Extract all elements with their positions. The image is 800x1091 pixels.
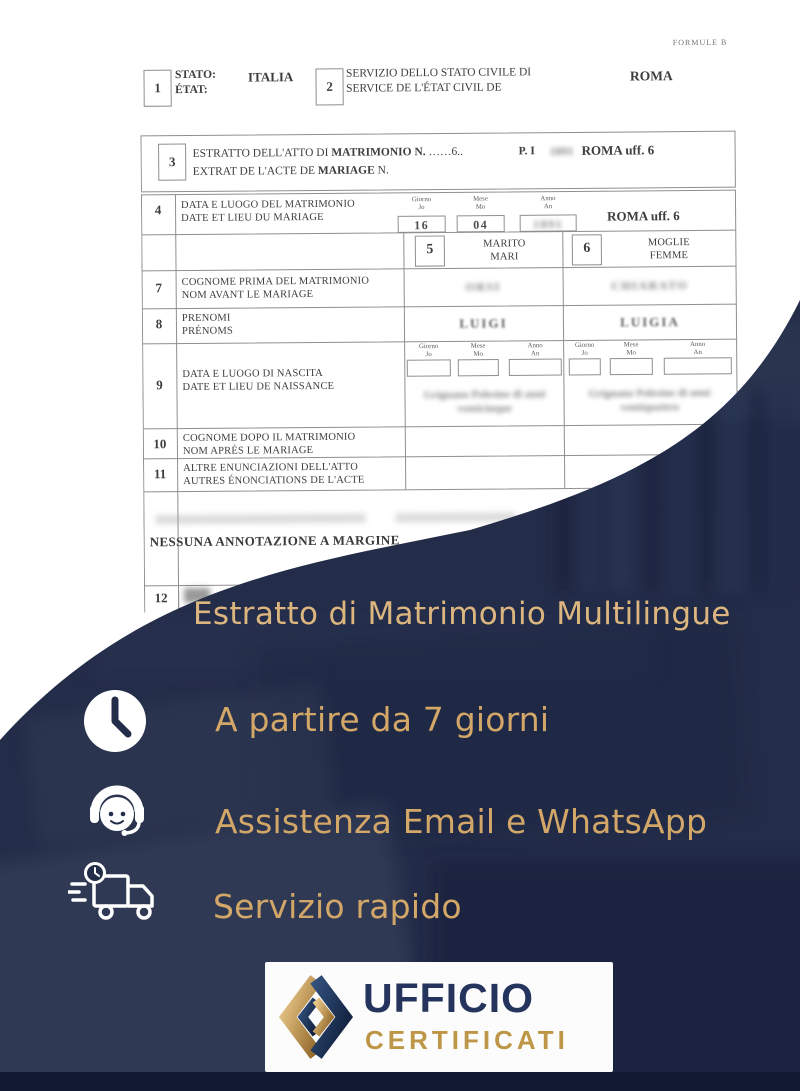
field-3-fr-3: N. [377,164,389,177]
field-10-number: 10 [153,436,167,452]
field-3-it-3: ……6.. [428,145,464,159]
field-9-label-it: DATA E LUOGO DI NASCITA [182,367,323,381]
date-header-month-fr: Mo [475,203,486,211]
hdr-fr: Jo [581,349,588,357]
hdr-it: Mese [470,342,486,350]
field-4-label-fr: DATE ET LIEU DU MARIAGE [181,211,324,225]
field-3-number: 3 [168,154,176,170]
field-1-number: 1 [154,80,161,96]
annotation-text: NESSUNA ANNOTAZIONE A MARGINE [149,532,400,550]
field-5-number: 5 [426,242,434,258]
field-3-it-2: MATRIMONIO N. [331,146,426,159]
field-4-month: 04 [473,217,489,232]
date-header-day-it: Giorno [411,196,432,204]
field-6-number: 6 [583,240,591,256]
hdr-fr: Mo [473,350,483,358]
brand-subtitle: CERTIFICATI [365,1025,569,1055]
field-9-husband-place: Grignano Polesine di anni venticinque [423,388,546,415]
field-8-wife: LUIGIA [620,314,680,330]
field-4-year: 1891 [533,217,564,232]
hdr-fr: An [531,350,540,358]
bottom-strip [0,1072,800,1091]
field-11-label-fr: AUTRES ÉNONCIATIONS DE L'ACTE [183,474,365,488]
field-7-husband: ORSI [465,279,501,294]
field-2-number: 2 [326,78,333,94]
field-7-wife: CHIARATO [611,278,689,293]
field-7-label-it: COGNOME PRIMA DEL MATRIMONIO [181,275,370,289]
feature-delivery-time: A partire da 7 giorni [215,700,550,739]
hdr-it: Anno [690,340,706,349]
field-6-label-it: MOGLIE [647,237,690,249]
field-3-fr-1: EXTRAT DE L'ACTE DE [192,164,316,178]
feature-fast-service: Servizio rapido [213,887,462,926]
field-3-place: ROMA uff. 6 [581,142,655,158]
field-8-husband: LUIGI [459,315,508,331]
brand-name: UFFICIO [363,975,534,1021]
field-4-place: ROMA uff. 6 [607,208,680,224]
field-9-number: 9 [156,377,163,393]
field-9-wife-place: Grignano Polesine di anni ventiquattro [588,386,711,414]
hdr-fr: An [693,348,702,356]
hdr-it: Giorno [418,343,439,351]
field-3-pi: P. I [518,145,535,158]
field-3-it-1: ESTRATTO DELL'ATTO DI [192,146,329,160]
field-4-label-it: DATA E LUOGO DEL MATRIMONIO [180,198,355,212]
field-5-label-fr: MARI [490,251,519,263]
page-title: Estratto di Matrimonio Multilingue [193,596,731,632]
field-2-label-fr: SERVICE DE L'ÉTAT CIVIL DE [346,81,502,95]
field-9-label-fr: DATE ET LIEU DE NAISSANCE [182,380,335,394]
field-5-label-it: MARITO [483,238,526,250]
field-10-label-it: COGNOME DOPO IL MATRIMONIO [182,431,356,445]
field-11-number: 11 [153,466,167,482]
field-8-label-it: PRENOMI [181,312,231,325]
date-header-month-it: Mese [473,195,488,203]
field-4-number: 4 [154,202,162,218]
field-2-value: ROMA [629,68,673,84]
field-6-label-fr: FEMME [649,250,689,262]
field-7-number: 7 [155,280,162,296]
hdr-it: Giorno [574,341,595,349]
field-3-fr-2: MARIAGE [317,164,375,177]
feature-support: Assistenza Email e WhatsApp [215,802,708,841]
brand-diamond-icon [277,970,355,1064]
field-7-label-fr: NOM AVANT LE MARIAGE [181,288,314,302]
brand-logo [265,962,613,1072]
hdr-it: Anno [527,342,543,350]
hdr-it: Mese [623,341,639,349]
field-2-label-it: SERVIZIO DELLO STATO CIVILE DI [345,66,532,80]
field-1-label-it: STATO: [174,68,216,82]
field-12-number: 12 [154,590,168,606]
field-10-label-fr: NOM APRÈS LE MARIAGE [182,444,314,458]
field-4-day: 16 [414,218,430,233]
form-code: FORMULE B [672,37,728,48]
date-header-year-fr: An [543,202,553,210]
date-header-year-it: Anno [540,195,556,203]
field-8-number: 8 [155,316,163,332]
field-11-label-it: ALTRE ENUNCIAZIONI DELL'ATTO [183,461,359,475]
hdr-fr: Jo [425,350,432,358]
hdr-fr: Mo [626,349,636,357]
date-header-day-fr: Jo [418,203,425,211]
field-1-value: ITALIA [247,69,294,85]
field-1-label-fr: ÉTAT: [175,83,208,96]
field-8-label-fr: PRÉNOMS [181,325,234,338]
field-3-year: 1891 [549,143,574,159]
